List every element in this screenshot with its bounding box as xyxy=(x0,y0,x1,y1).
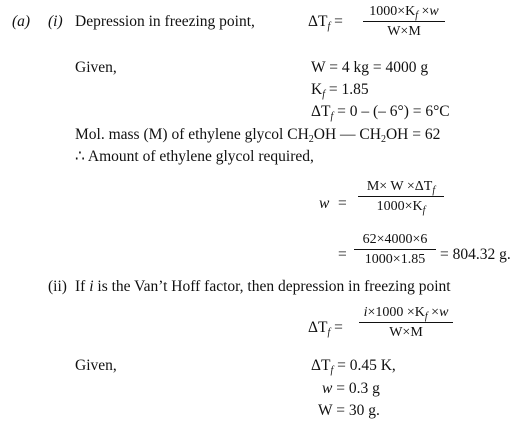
kf-symbol: K xyxy=(311,81,323,98)
mol-mass-line: Mol. mass (M) of ethylene glycol $CH_2OH$ — $CH_2OH = 62$ xyxy=(75,126,441,145)
vh-denominator: W×M xyxy=(389,325,423,340)
subpart-i-label: (i) xyxy=(48,13,63,30)
w-symbol-ii: w xyxy=(322,380,333,397)
given-label-i: Given, xyxy=(75,59,117,76)
fraction-vant-hoff: $i\times 1000 \times K_f \times w$ W×M xyxy=(359,306,453,340)
dtf-symbol: ΔT xyxy=(311,103,331,120)
fraction-numerator: 1000×K xyxy=(369,4,416,19)
mol-mass-text: Mol. mass (M) of ethylene glycol CH xyxy=(75,126,309,143)
w-value-ii: = 0.3 g xyxy=(336,380,380,397)
freezing-point-intro: Depression in freezing point, xyxy=(75,13,255,30)
mol-mass-end: OH = 62 xyxy=(385,126,441,143)
delta-t-symbol-ii: ΔT xyxy=(308,319,328,336)
result-value: = 804.32 g. xyxy=(440,246,511,263)
amount-line: ∴ Amount of ethylene glycol required, xyxy=(75,148,314,165)
vh-numerator: i×1000 ×K xyxy=(363,305,425,320)
w-numerator: M× W ×ΔT xyxy=(366,179,433,194)
mol-mass-mid: OH — CH xyxy=(313,126,381,143)
w-symbol: w xyxy=(319,195,330,212)
fraction-calc xyxy=(354,233,436,267)
given-dTf: $\Delta T_f = 0$ – (– 6°) = 6°C xyxy=(311,103,450,122)
kf-value: = 1.85 xyxy=(328,81,369,98)
given-label-ii: Given, xyxy=(75,357,117,374)
calc-denominator: 1000×1.85 xyxy=(364,252,426,267)
given-Kf: $K_f = 1.85$ xyxy=(311,81,369,100)
fraction-denominator: W×M xyxy=(387,24,421,39)
w-denominator: 1000×K xyxy=(376,199,423,214)
dtf-value: = 0 – (– 6°) = 6°C xyxy=(337,103,450,120)
part-a-label: (a) xyxy=(12,13,31,30)
given-w-ii xyxy=(322,381,380,397)
given-W-ii: W = 30 g. xyxy=(318,402,380,419)
fraction-freezing: $1000\times K_f \times w$ W×M xyxy=(363,5,445,39)
calc-numerator: 62×4000×6 xyxy=(362,232,428,247)
delta-t-symbol: ΔT xyxy=(308,13,328,30)
dtf-symbol-ii: ΔT xyxy=(311,357,331,374)
fraction-w: $M\times W \times\Delta T_f$ $1000\times K_f$ xyxy=(358,180,444,214)
given-dTf-ii: $\Delta T_f = 0.45$ K, xyxy=(311,357,396,376)
given-W: W = 4 kg = 4000 g xyxy=(311,59,429,76)
vant-hoff-intro: If i is the Van’t Hoff factor, then depression in freezing point xyxy=(75,278,451,295)
dtf-value-ii: = 0.45 K, xyxy=(337,357,396,374)
subpart-ii-label: (ii) xyxy=(48,278,67,295)
